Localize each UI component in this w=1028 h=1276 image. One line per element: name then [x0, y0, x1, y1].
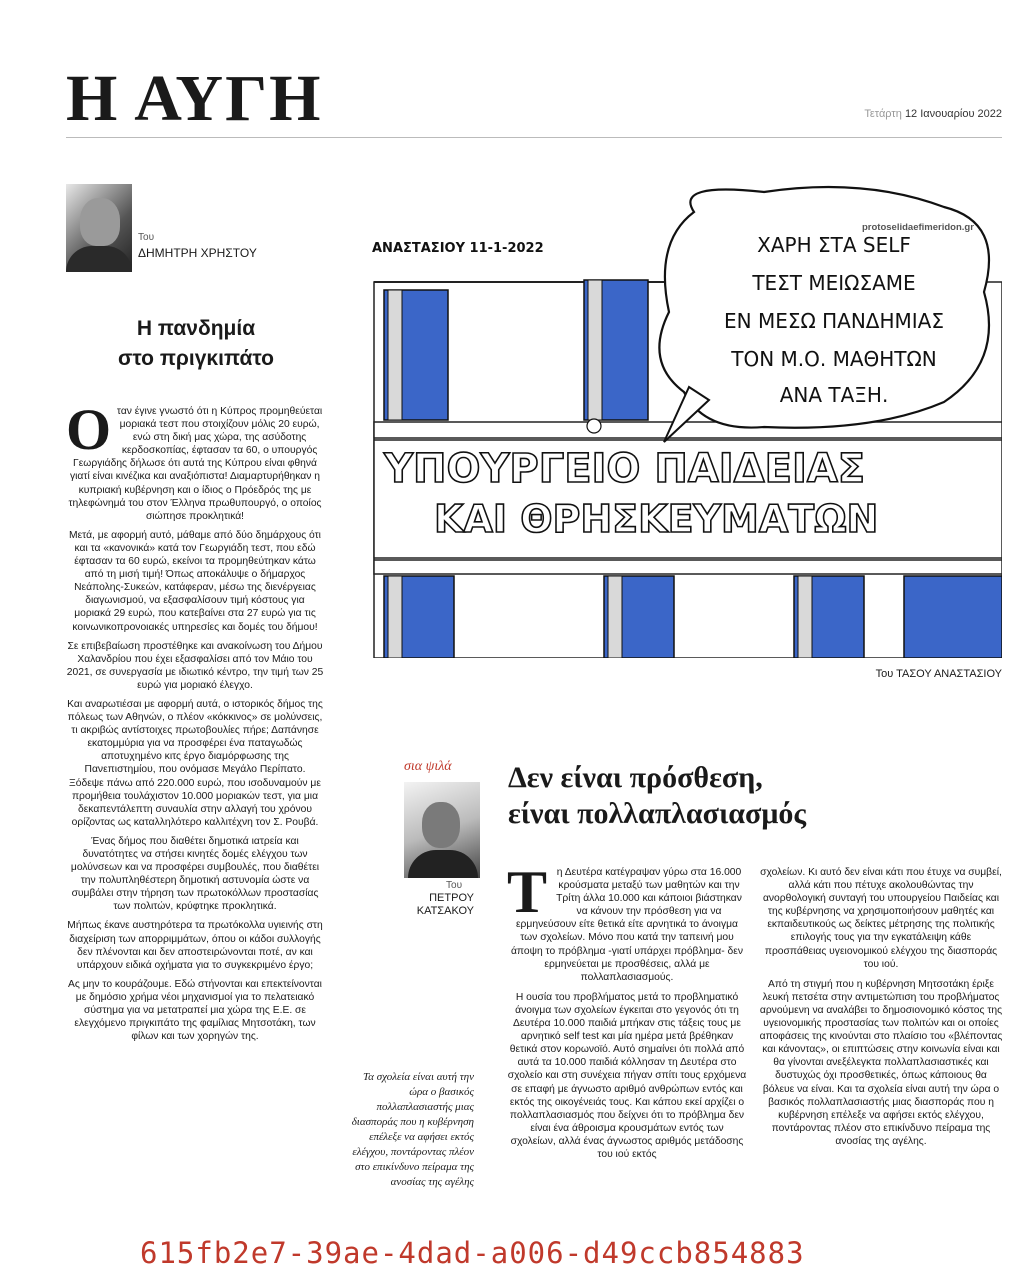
date-full: 12 Ιανουαρίου 2022	[904, 108, 1002, 120]
masthead-title: Η ΑΥΓΗ	[66, 62, 323, 135]
paragraph-text: ταν έγινε γνωστό ότι η Κύπρος προμηθεύεται μοριακά τεστ που στοιχίζουν μόλις 20 ευρώ, ενώ στη δική μας χώρα, της ασύδοτης κερδοσκοπίας, έφτασαν τα 60, ο υπουργός Γεωργιάδης δήλωσε ότι αυτά της Κύπρου είναι φθηνά γιατί είναι κινέζικα και αναξιόπιστα! Διαμαρτυρήθηκαν η κυπριακή κυβέρνηση και ο ίδιος ο Πρόεδρός της με τηλεφώνημά του στον Έλληνα πρωθυπουργό, ο οποίος σιώπησε προκλητικά!	[68, 406, 323, 522]
paragraph: Σε επιβεβαίωση προστέθηκε και ανακοίνωση του Δήμου Χαλανδρίου που έχει εξασφαλίσει από τον Μάιο του 2021, σε συνεργασία με ιδιωτικό κέντρο, την τιμή των 25 ευρώ για μοριακό έλεγχο.	[66, 640, 324, 691]
issue-date	[864, 108, 1002, 120]
date-weekday: Τετάρτη	[864, 108, 902, 120]
columnist-byline-prefix: Του	[446, 880, 463, 891]
sign-line-2: ΚΑΙ ΘΡΗΣΚΕΥΜΑΤΩΝ	[434, 497, 879, 541]
right-article-col-2	[759, 866, 1003, 1155]
title-line-1: Δεν είναι πρόσθεση,	[508, 761, 763, 794]
right-article-col-1	[507, 859, 747, 1168]
speech-line-4: ΤΟΝ Μ.Ο. ΜΑΘΗΤΩΝ	[731, 347, 937, 371]
cartoon	[344, 182, 1002, 658]
speech-line-1: ΧΑΡΗ ΣΤΑ SELF	[757, 233, 911, 257]
paragraph	[66, 397, 324, 523]
paragraph	[507, 859, 747, 984]
speech-line-2: ΤΕΣΤ ΜΕΙΩΣΑΜΕ	[752, 271, 916, 295]
dropcap: Ο	[66, 397, 112, 462]
watermark: protoselidaefimeridon.gr	[862, 222, 974, 233]
right-article-title	[508, 760, 978, 832]
header-rule	[66, 137, 1002, 138]
paragraph: Και αναρωτιέσαι με αφορμή αυτά, ο ιστορικός δήμος της πόλεως των Αθηνών, ο πλέον «κόκκινος» σε μολύνσεις, τι ακριβώς αντίστοιχες πρωτοβουλίες πήρε; Δαπάνησε εκατομμύρια για να προσφέρει ένα παταγωδώς αποτυχημένο κιτς έργο διαμόρφωσης της Πανεπιστημίου, που ονόμασε Μεγάλο Περίπατο. Ξόδεψε πάνω από 220.000 ευρώ, που ισοδυναμούν με προμήθεια τουλάχιστον 10.000 μοριακών τεστ, για μια δεκαπεντάλεπτη συναυλία στην αλλαγή του χρόνου ορίζοντας ως καταλληλότερο καλλιτέχνη τον Σ. Ρουβά.	[67, 698, 323, 828]
dropcap: Τ	[507, 859, 548, 925]
title-line-1: Η πανδημία	[136, 317, 256, 340]
column-label: σια ψιλά	[404, 759, 452, 774]
pull-quote: Τα σχολεία είναι αυτή την ώρα ο βασικός πολλαπλασιαστής μιας διασποράς που η κυβέρνηση επέλεξε να αφήσει εκτός ελέγχου, ποντάροντας πλέον στο επικίνδυνο πείραμα της ανοσίας της αγέλης	[351, 1071, 474, 1188]
sign-line-1: ΥΠΟΥΡΓΕΙΟ ΠΑΙΔΕΙΑΣ	[384, 446, 866, 492]
bird-icon	[587, 419, 601, 433]
paragraph: Η ουσία του προβλήματος μετά το προβληματικό άνοιγμα των σχολείων έγκειται στο γεγονός ότι τη Δευτέρα 10.000 παιδιά μπήκαν στις τάξεις τους με αρνητικό self test και μία ημέρα μετά βρέθηκαν θετικά στον κορωνοϊό. Αυτό σημαίνει ότι πολλά από αυτά τα 10.000 παιδιά κόλλησαν τη Δευτέρα στο σχολείο και στη συνέχεια πήγαν σπίτι τους ερχόμενα σε επαφή με άγνωστο αριθμό ανθρώπων εντός και εκτός της οικογένειάς τους. Και κάπου εκεί αρχίζει ο πολλαπλασιασμός που δείχνει ότι το πρόβλημα δεν είναι ένα άθροισμα κρουσμάτων εντός των σχολείων, αλλά ένας άγνωστος αριθμός μετάδοσης του ιού εκτός	[507, 991, 747, 1160]
speech-line-5: ΑΝΑ ΤΑΞΗ.	[779, 383, 889, 407]
byline-name: ΔΗΜΗΤΡΗ ΧΡΗΣΤΟΥ	[138, 246, 257, 260]
cartoon-signature: ΑΝΑΣΤΑΣΙΟΥ 11-1-2022	[372, 241, 544, 256]
paragraph-text: η Δευτέρα κατέγραψαν γύρω στα 16.000 κρούσματα μεταξύ των μαθητών και την Τρίτη άλλα 10.000 και κάποιοι βιάστηκαν να κάνουν την πρόσθεση για να ερμηνεύσουν είτε θετικά είτε αρνητικά το άνοιγμα των σχολείων. Μόνο που κατά την ταπεινή μου άποψη το πρόβλημα -γιατί υπάρχει πρόβλημα- δεν ερμηνεύεται με προσθέσεις, αλλά με πολλαπλασιασμούς.	[510, 867, 744, 983]
paragraph: σχολείων. Κι αυτό δεν είναι κάτι που έτυχε να συμβεί, αλλά κάτι που πέτυχε ακολουθώντας την ανορθολογική συνταγή του υπουργείου Παιδείας και της κυβέρνησης να χρησιμοποιήσουν μαθητές και εκπαιδευτικούς ως δείκτες μέτρησης της πολιτικής επιλογής τους για την εγκατάλειψη κάθε προσπάθειας υγειονομικού ελέγχου της διασποράς του ιού.	[760, 867, 1002, 970]
left-article-title	[66, 314, 326, 374]
paragraph: Μετά, με αφορμή αυτό, μάθαμε από δύο δημάρχους ότι και τα «κανονικά» κατά τον Γεωργιάδη τεστ, που εδώ έφτασαν τα 60 ευρώ, εκείνοι τα προμηθεύτηκαν κάτω από τη μισή τιμή! Όπως αποκάλυψε ο δήμαρχος Νεάπολης-Συκεών, κατάφεραν, μέσω της διενέργειας διαγωνισμού, να εξασφαλίσουν τιμή κόστους για μοριακά 29 ευρώ, που κατεβαίνει στα 27 ευρώ για τις κοινωνικοπρονοιακές υπηρεσίες και δομές του δήμου!	[69, 529, 321, 633]
cartoon-drawing	[344, 182, 1002, 658]
left-article-body	[66, 397, 324, 1049]
document-id: 615fb2e7-39ae-4dad-a006-d49ccb854883	[140, 1236, 805, 1270]
byline-prefix: Του	[138, 232, 155, 243]
paragraph: Ένας δήμος που διαθέτει δημοτικά ιατρεία και δυνατότητες να στήσει κινητές δομές ελέγχου των μολύνσεων και να προσφέρει συμβουλές, που διαθέτει την πολυπληθέστερη δημοτική αστυνομία ώστε να συμβάλει στην τήρηση των πρωτοκόλλων προστασίας των πολιτών, κρύφτηκε προκλητικά.	[70, 835, 320, 913]
title-line-2: είναι πολλαπλασιασμός	[508, 797, 806, 830]
author-photo	[66, 184, 132, 272]
speech-line-3: ΕΝ ΜΕΣΩ ΠΑΝΔΗΜΙΑΣ	[724, 309, 944, 333]
columnist-photo	[404, 782, 480, 878]
paragraph: Μήπως έκανε αυστηρότερα τα πρωτόκολλα υγιεινής στη διαχείριση των απορριμμάτων, όπου οι κάδοι συλλογής δεν πλένονται και δεν αποστειρώνονται ποτέ, αν και υπάρχουν ειδικά οχήματα για το συγκεκριμένο έργο;	[67, 920, 323, 971]
title-line-2: στο πριγκιπάτο	[118, 347, 274, 370]
paragraph: Από τη στιγμή που η κυβέρνηση Μητσοτάκη έριξε λευκή πετσέτα στην αντιμετώπιση του προβλήματος αρνούμενη να αναλάβει το δημοσιονομικό κόστος της υγειονομικής προστασίας των πολιτών και οι οποίες αποφάσεις της κινούνται στο πλαίσιο του «βλέποντας και κάνοντας», οι επιπτώσεις στην κοινωνία είναι και θα γίνονται ανεξέλεγκτα πολλαπλασιαστικές και δυστυχώς όχι προσθετικές, όπως κάποιους θα βόλευε να είναι. Και τα σχολεία είναι αυτή την ώρα ο βασικός πολλαπλασιαστής μιας διασποράς που η κυβέρνηση επέλεξε να αφήσει εκτός ελέγχου, ποντάροντας πλέον στο επικίνδυνο πείραμα της ανοσίας της αγέλης.	[759, 978, 1003, 1147]
paragraph: Ας μην το κουράζουμε. Εδώ στήνονται και επεκτείνονται με δημόσιο χρήμα νέοι μηχανισμοί για το πελατειακό σύστημα για να μετατραπεί μια χώρα της Ε.Ε. σε ελεγχόμενο πριγκιπάτο της φαμίλιας Μητσοτάκη, των φίλων και των χορηγών της.	[68, 978, 322, 1043]
columnist-name: ΠΕΤΡΟΥ ΚΑΤΣΑΚΟΥ	[416, 892, 474, 917]
cartoon-credit: Του ΤΑΣΟΥ ΑΝΑΣΤΑΣΙΟΥ	[875, 668, 1002, 680]
